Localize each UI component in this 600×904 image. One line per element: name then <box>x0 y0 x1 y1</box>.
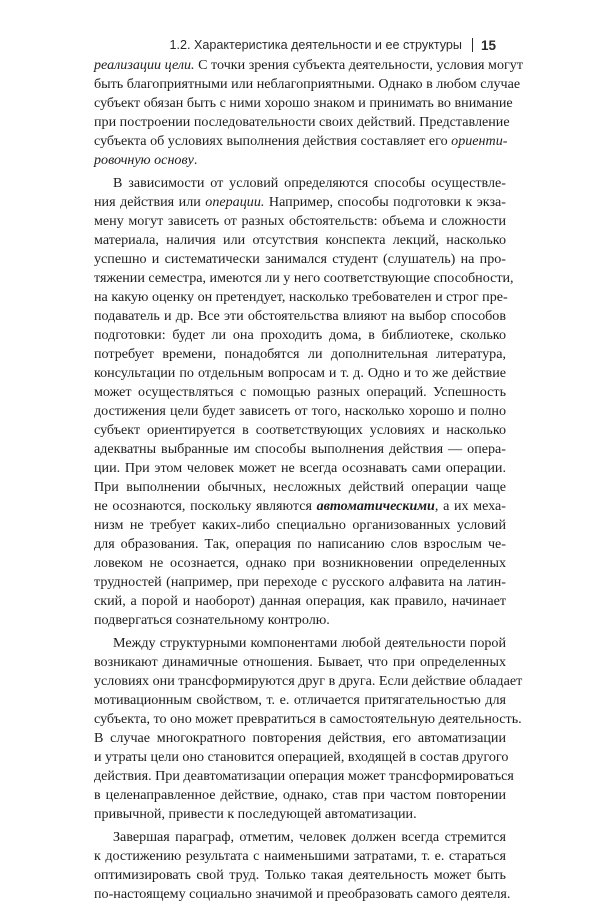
text-line <box>94 345 506 364</box>
text-segment: не осознаются, поскольку являются <box>94 498 317 514</box>
text-line <box>94 56 523 75</box>
text-line <box>94 402 506 421</box>
text-segment: успешно и систематически занимался студент (слушатель) на про- <box>94 251 506 267</box>
text-segment: подготовки: будет ли она проходить дома, в библиотеке, сколько <box>94 327 506 343</box>
text-line <box>94 307 506 326</box>
text-line <box>94 326 506 345</box>
body-text <box>94 56 523 904</box>
text-segment: к достижению результата с наименьшими затратами, т. е. стараться <box>94 848 506 864</box>
text-segment: низм не требует каких-либо специально организованных условий <box>94 517 506 533</box>
text-segment: В случае многократного повторения действия, его автоматизации <box>94 730 506 746</box>
text-line <box>94 866 506 885</box>
text-segment: и утраты цели оно становится операцией, входящей в состав другого <box>94 749 509 765</box>
text-line <box>94 212 506 231</box>
text-line <box>94 478 506 497</box>
running-head <box>94 34 496 56</box>
text-segment: ния действия или <box>94 194 206 210</box>
text-line <box>94 193 506 212</box>
text-line <box>94 231 506 250</box>
text-segment: по-настоящему социально значимой и преобразовать самого деятеля. <box>94 886 511 902</box>
text-segment: ловеком не осознается, однако при возникновении определенных <box>94 555 506 571</box>
text-segment: С точки зрения субъекта деятельности, условия могут <box>194 57 523 73</box>
text-segment: для образования. Так, операция по написанию слов взрослым че- <box>94 536 506 552</box>
text-segment: При выполнении обычных, несложных действий операции чаще <box>94 479 506 495</box>
text-segment: на какую оценку он претендует, насколько требователен и строг пре- <box>94 289 508 305</box>
text-segment: . <box>193 152 198 168</box>
running-head-divider <box>472 38 473 52</box>
emphasis-text: реализации цели. <box>94 57 195 73</box>
text-line <box>94 786 506 805</box>
text-segment: В зависимости от условий определяются способы осуществле- <box>113 175 506 191</box>
text-segment: , а их меха- <box>434 498 506 514</box>
text-segment: может осуществляться с помощью разных операций. Успешность <box>94 384 506 400</box>
text-line <box>94 421 506 440</box>
text-line <box>94 516 506 535</box>
text-line <box>94 611 506 630</box>
text-segment: субъект обязан быть с ними хорошо знаком и принимать во внимание <box>94 95 513 111</box>
text-line <box>94 748 509 767</box>
text-line <box>94 497 506 516</box>
text-segment: оптимизировать свой труд. Только такая деятельность может быть <box>94 867 506 883</box>
text-line <box>94 459 506 478</box>
paragraph <box>94 828 511 904</box>
text-line <box>94 75 521 94</box>
text-line <box>94 691 506 710</box>
text-line <box>94 634 506 653</box>
text-line <box>94 535 506 554</box>
text-line <box>94 132 506 151</box>
text-line <box>94 672 523 691</box>
text-segment: подвергаться сознательному контролю. <box>94 612 330 628</box>
text-segment: Между структурными компонентами любой деятельности порой <box>113 635 506 651</box>
paragraph <box>94 174 514 630</box>
text-line <box>94 573 506 592</box>
text-line <box>94 847 506 866</box>
text-segment: субъекта, то оно может превратиться в самостоятельную деятельность. <box>94 711 522 727</box>
text-line <box>94 440 506 459</box>
text-line <box>94 710 522 729</box>
text-line <box>94 364 506 383</box>
text-segment: привычной, привести к последующей автоматизации. <box>94 806 417 822</box>
text-line <box>94 729 506 748</box>
emphasis-text: ориенти- <box>451 133 508 149</box>
text-line <box>94 653 506 672</box>
text-segment: мену могут зависеть от разных обстоятельств: объема и сложности <box>94 213 506 229</box>
text-line <box>94 151 506 170</box>
text-segment: достижения цели будет зависеть от того, насколько хорошо и полно <box>94 403 506 419</box>
text-segment: потребует времени, понадобятся ли дополнительная литература, <box>94 346 506 362</box>
running-head-title: 1.2. Характеристика деятельности и ее структуры <box>169 38 462 52</box>
text-line <box>94 805 506 824</box>
text-line <box>94 250 506 269</box>
text-segment: тяжении семестра, имеются ли у него соответствующие способности, <box>94 270 514 286</box>
emphasis-text: операции. <box>205 194 265 210</box>
text-segment: условиях они трансформируются друг в друга. Если действие обладает <box>94 673 523 689</box>
text-segment: ский, а порой и наоборот) данная операция, как правило, начинает <box>94 593 506 609</box>
text-segment: действия. При деавтоматизации операция может трансформироваться <box>94 768 514 784</box>
text-line <box>94 269 514 288</box>
emphasis-text: автоматическими <box>316 498 435 514</box>
text-segment: ции. При этом человек может не всегда осознавать сами операции. <box>94 460 506 476</box>
text-line <box>94 383 506 402</box>
paragraph <box>94 56 523 170</box>
text-line <box>94 828 506 847</box>
text-segment: субъекта об условиях выполнения действия составляет его <box>94 133 452 149</box>
page-number: 15 <box>480 37 496 53</box>
text-segment: быть благоприятными или неблагоприятными. Однако в любом случае <box>94 76 521 92</box>
text-line <box>94 113 510 132</box>
text-segment: субъект ориентируется в соответствующих условиях и насколько <box>94 422 506 438</box>
text-segment: адекватны выбранные им способы выполнения действия — опера- <box>94 441 506 457</box>
text-line <box>94 767 514 786</box>
text-line <box>94 592 506 611</box>
text-segment: трудностей (например, при переходе с русского алфавита на латин- <box>94 574 506 590</box>
text-segment: в целенаправленное действие, однако, став при частом повторении <box>94 787 506 803</box>
text-line <box>94 174 506 193</box>
text-line <box>94 94 513 113</box>
text-line <box>94 554 506 573</box>
text-segment: мотивационным свойством, т. е. отличается притягательностью для <box>94 692 506 708</box>
emphasis-text: ровочную основу <box>94 152 194 168</box>
text-segment: при построении последовательности своих действий. Представление <box>94 114 510 130</box>
text-segment: материала, наличия или отсутствия конспекта лекций, насколько <box>94 232 506 248</box>
text-line <box>94 288 506 307</box>
paragraph <box>94 634 523 824</box>
text-segment: Например, способы подготовки к экза- <box>264 194 506 210</box>
text-segment: подаватель и др. Все эти обстоятельства влияют на выбор способов <box>94 308 506 324</box>
text-line <box>94 885 511 904</box>
text-segment: Завершая параграф, отметим, человек должен всегда стремится <box>113 829 506 845</box>
text-segment: консультации по отдельным вопросам и т. д. Одно и то же действие <box>94 365 506 381</box>
text-segment: возникают динамичные отношения. Бывает, что при определенных <box>94 654 506 670</box>
